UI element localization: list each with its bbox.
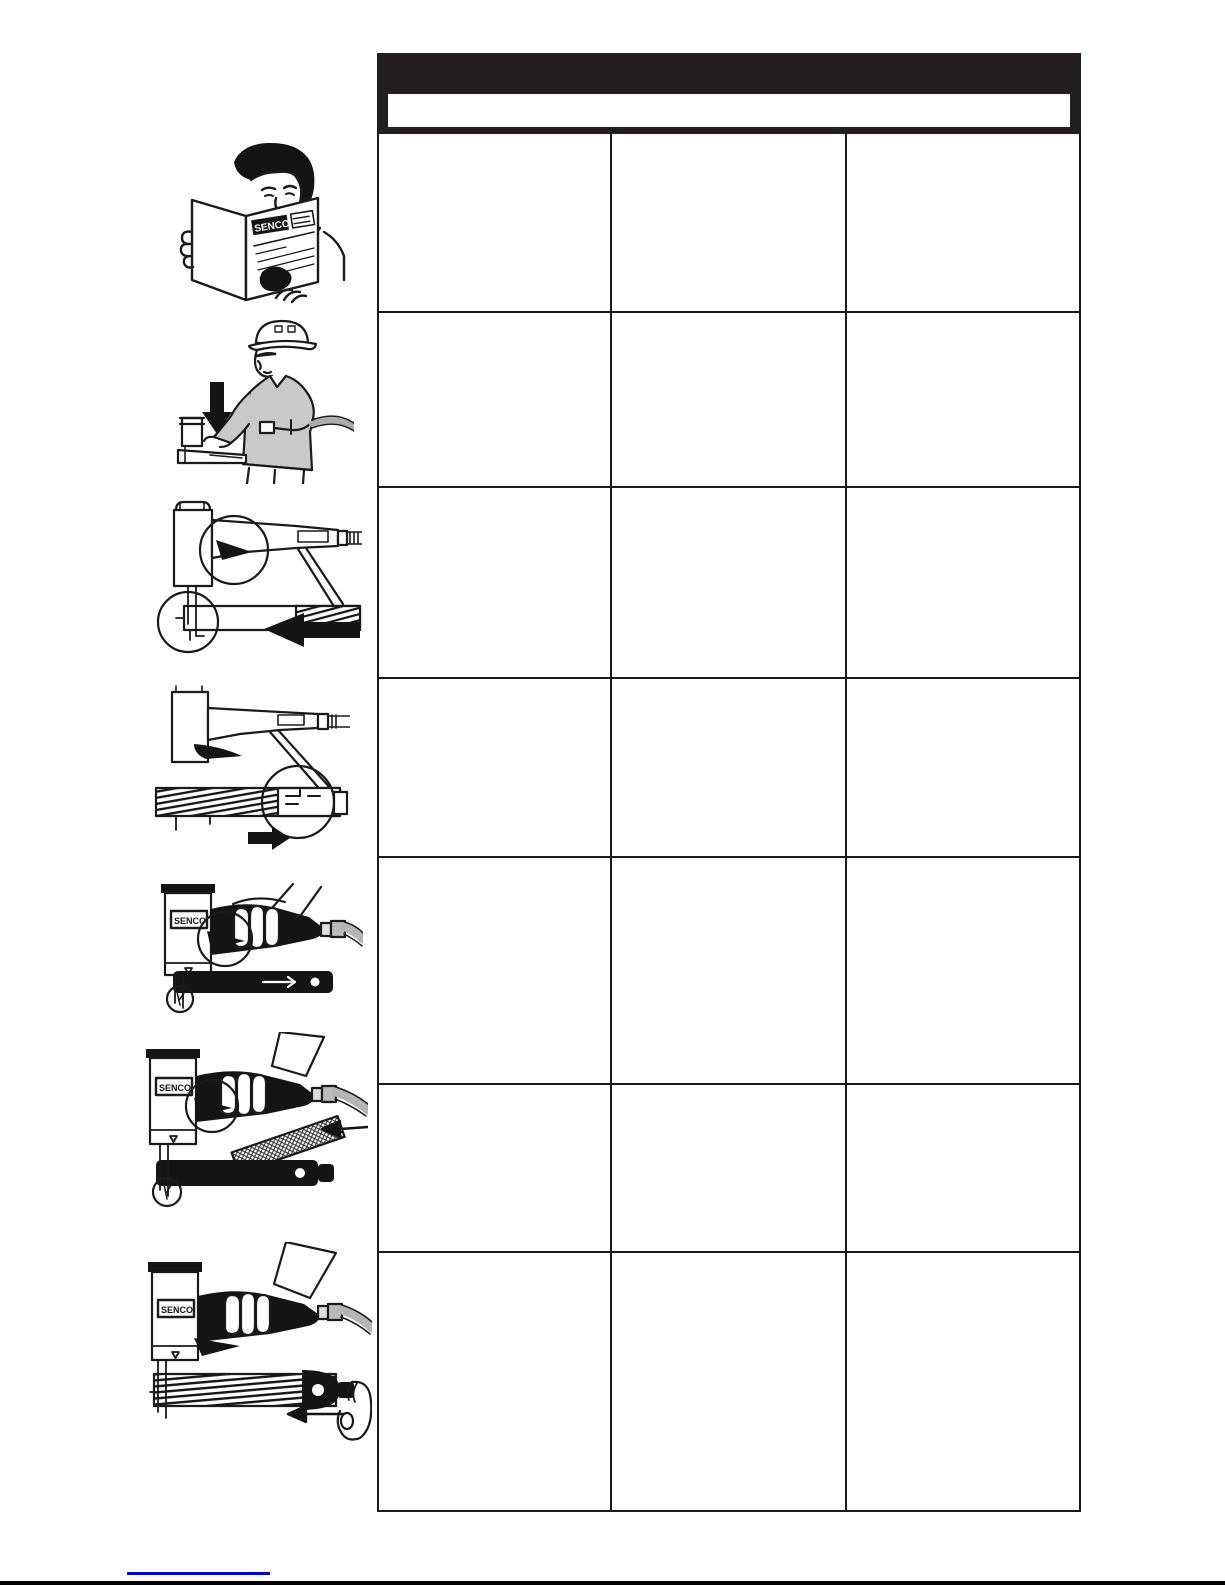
header-bar bbox=[377, 53, 1081, 134]
book-left-cover bbox=[192, 200, 246, 300]
load-staples-drawing bbox=[140, 1032, 368, 1214]
slide-rail-closed-illustration bbox=[140, 1242, 372, 1447]
air-hose bbox=[345, 927, 363, 939]
senco-logo-text: SENCO bbox=[161, 1305, 194, 1315]
top-cap bbox=[176, 502, 210, 510]
cylinder-cap bbox=[150, 1058, 196, 1144]
top-cap bbox=[146, 1049, 200, 1058]
hose-fitting bbox=[260, 422, 274, 433]
connect-air-supply-illustration bbox=[158, 312, 354, 484]
air-inlet bbox=[318, 714, 328, 729]
table-cell bbox=[847, 679, 1079, 858]
hose-coupler bbox=[312, 1088, 322, 1101]
trousers bbox=[247, 468, 304, 484]
senco-logo-text: SENCO bbox=[159, 1083, 192, 1093]
table-cell bbox=[612, 858, 847, 1085]
table-cell bbox=[847, 1085, 1079, 1253]
hand-fingers bbox=[225, 1293, 270, 1335]
right-hand bbox=[276, 290, 306, 302]
top-cap bbox=[161, 884, 215, 893]
table-cell bbox=[847, 313, 1079, 488]
tool-side-right-arrow-illustration bbox=[150, 682, 350, 850]
magazine bbox=[156, 1160, 318, 1186]
forearm bbox=[272, 1032, 324, 1076]
table-cell bbox=[847, 858, 1079, 1085]
strut bbox=[298, 548, 343, 608]
page-bottom-rule bbox=[0, 1581, 1225, 1585]
table-cell bbox=[612, 313, 847, 488]
tool-left-drawing bbox=[146, 490, 362, 658]
table-cell bbox=[612, 679, 847, 858]
load-staple-strip-illustration bbox=[140, 1032, 368, 1214]
slide-rail-drawing bbox=[140, 1242, 372, 1447]
table-cell bbox=[612, 1085, 847, 1253]
air-inlet bbox=[338, 531, 347, 545]
tool-side-left-arrow-illustration bbox=[146, 490, 362, 658]
strut bbox=[270, 730, 332, 794]
reading-manual-illustration bbox=[158, 140, 350, 312]
table-cell bbox=[847, 488, 1079, 679]
grip-tool-air-hose-illustration bbox=[145, 875, 363, 1017]
table-cell bbox=[379, 858, 612, 1085]
table-cell bbox=[612, 488, 847, 679]
cylinder-cap bbox=[174, 510, 212, 586]
senco-logo-text: SENCO bbox=[174, 916, 207, 926]
connect-air-drawing bbox=[158, 312, 354, 484]
table-cell bbox=[612, 1253, 847, 1512]
reading-manual-drawing bbox=[158, 140, 350, 312]
header-title-box bbox=[388, 94, 1070, 127]
rail-knob bbox=[338, 1382, 354, 1398]
table-cell bbox=[379, 1085, 612, 1253]
right-arrow-icon bbox=[248, 826, 290, 850]
table-cell bbox=[379, 488, 612, 679]
eyes bbox=[262, 186, 296, 190]
senco-logo-text: SENCO bbox=[253, 218, 291, 235]
table-cell bbox=[612, 134, 847, 313]
tool-right-drawing bbox=[150, 682, 350, 850]
handle bbox=[208, 708, 318, 740]
magazine bbox=[173, 971, 333, 993]
top-cap bbox=[148, 1262, 202, 1272]
hose-coupler bbox=[321, 923, 331, 936]
footer-link-rule[interactable] bbox=[127, 1572, 270, 1575]
table-cell bbox=[847, 134, 1079, 313]
grip-tool-drawing bbox=[145, 875, 363, 1017]
table-cell bbox=[379, 313, 612, 488]
table-cell bbox=[847, 1253, 1079, 1512]
table-cell bbox=[379, 1253, 612, 1512]
rail-end-block bbox=[278, 788, 340, 816]
hose-coupler bbox=[318, 1306, 328, 1319]
table-cell bbox=[379, 679, 612, 858]
forearm bbox=[274, 1242, 336, 1298]
instruction-table bbox=[377, 134, 1081, 1512]
trigger-lever bbox=[194, 1338, 240, 1356]
table-cell bbox=[379, 134, 612, 313]
